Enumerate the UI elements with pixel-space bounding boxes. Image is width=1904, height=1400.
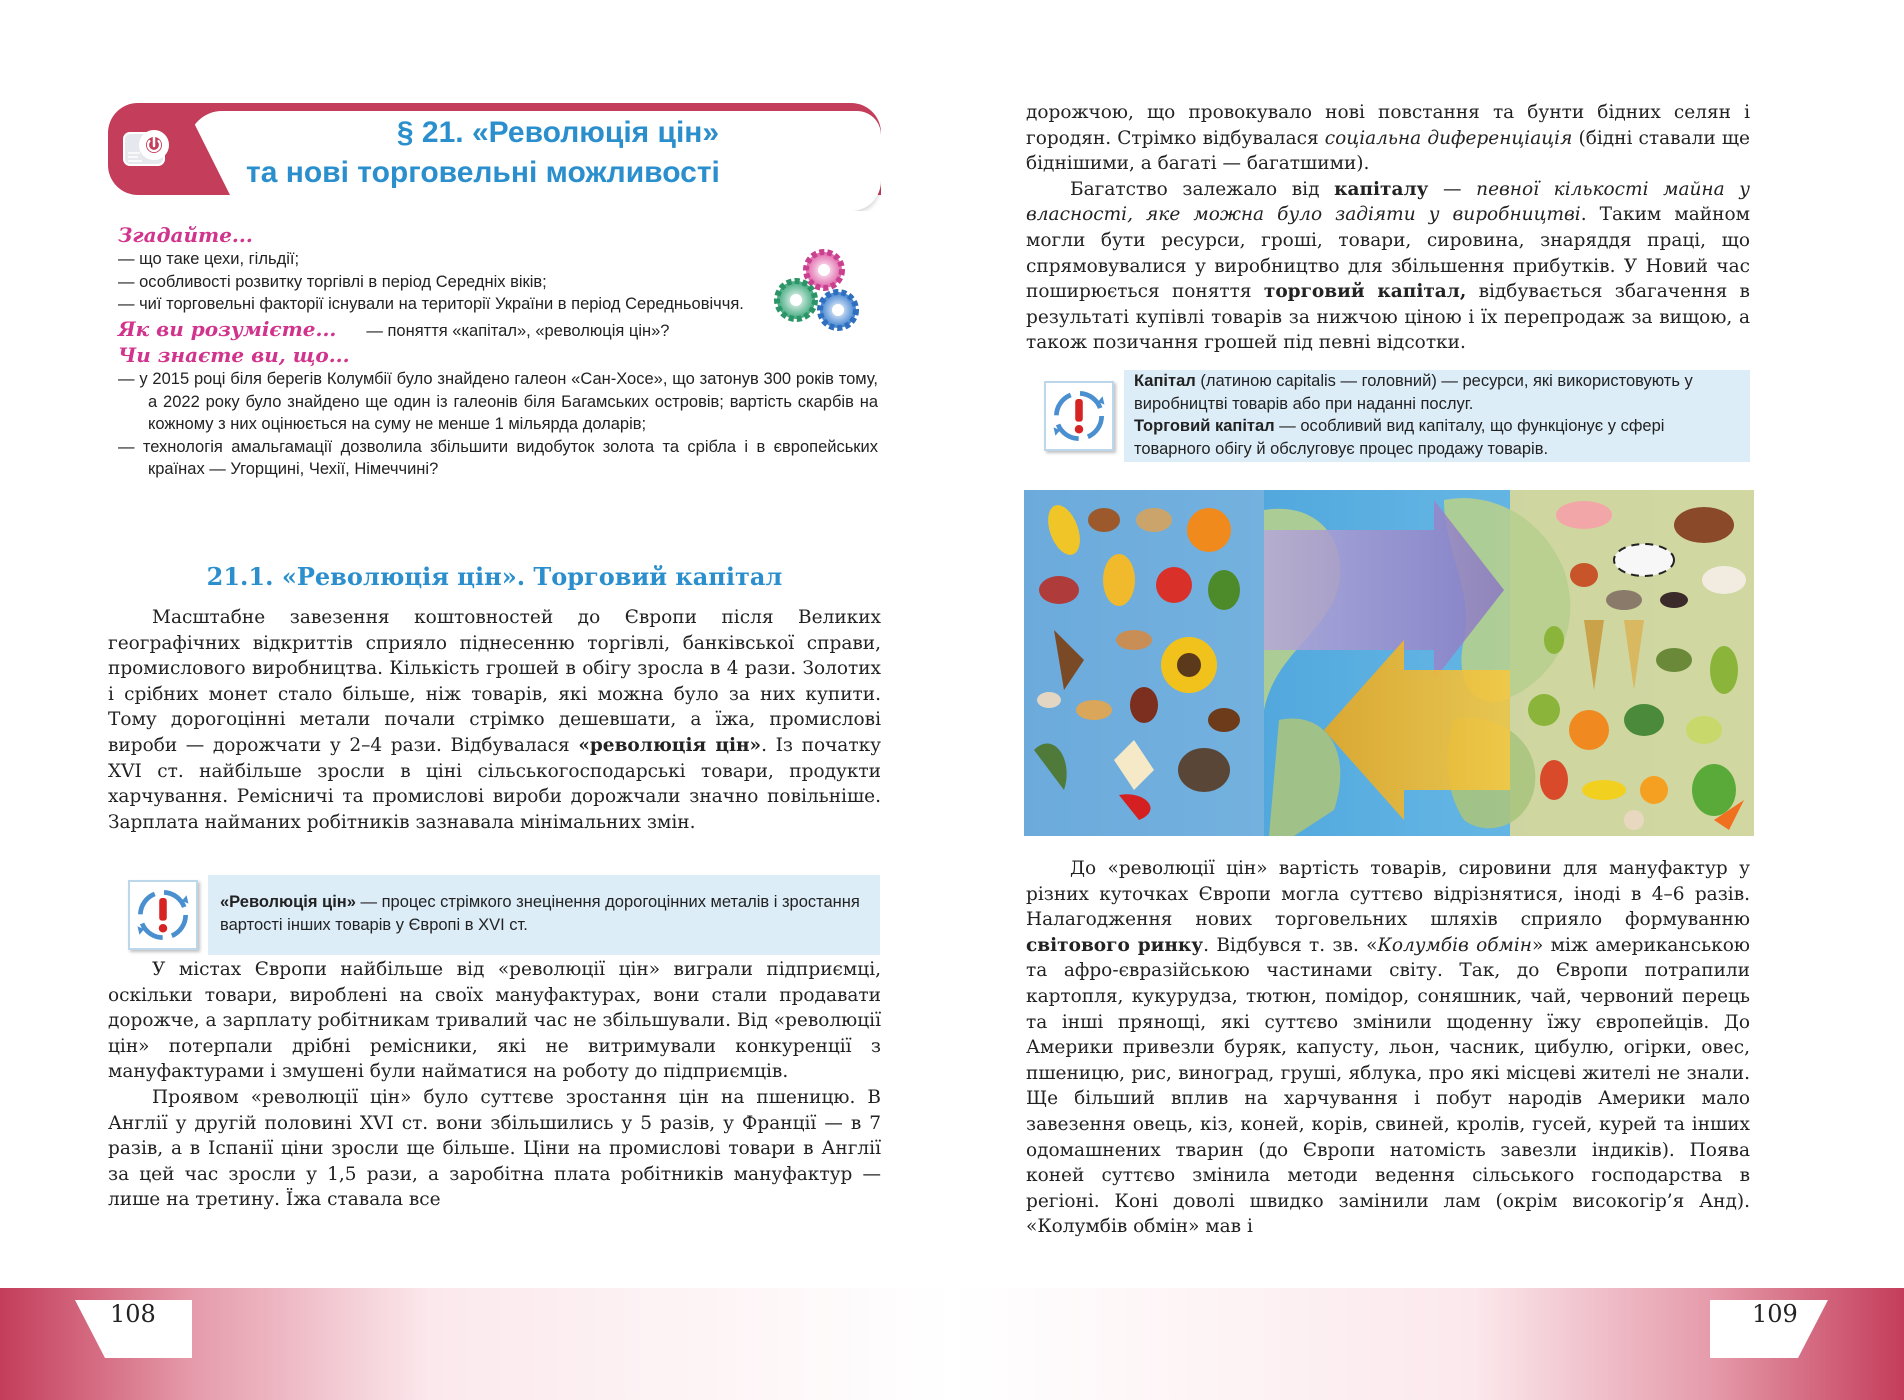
text-run: Масштабне завезення коштовностей до Європи після Великих географічних відкриттів сприяло піднесенню торгівлі, банківської справи, промислового виробництва. Кількість грошей в обігу зросла в 4 рази. Золотих і срібних монет стало більше, ніж товарів, які можна було за них купити. Тому дорогоцінні метали почали стрімко дешевшати, а їжа, промислові вироби — дорожчати у 2–4 рази. Відбувалася: [108, 607, 881, 756]
term-bold: «революція цін»: [578, 734, 762, 756]
definition-icon-wrap: [118, 875, 208, 955]
definition-body: — процес стрімкого знецінення дорогоцінних металів і зростання вартості інших товарів у Європі в XVI ст.: [220, 893, 860, 934]
page-number-left: 108: [110, 1300, 156, 1328]
right-body-text-1: [1026, 100, 1750, 356]
remember-item: — що таке цехи, гільдії;: [118, 250, 300, 268]
paragraph: [1026, 177, 1750, 356]
know-item: — у 2015 році біля берегів Колумбії було знайдено галеон «Сан-Хосе», що затонув 300 років тому, а 2022 року було знайдено ще один із галеонів біля Багамських островів; вартість скарбів на кожному з них оцінюється на суму не менше 1 мільярда доларів;: [118, 370, 878, 433]
term-italic: соціальна диференціація: [1324, 127, 1573, 149]
text-run: . Таким майном могли бути ресурси, гроші, товари, сировина, знаряддя праці, що спрямовувалися у виробництво для збільшення прибутків. У Новий час поширюється поняття: [1026, 204, 1750, 303]
definition-box-capital: [1034, 370, 1750, 462]
columbian-exchange-illustration: [1024, 490, 1754, 836]
recall-block: [118, 222, 878, 481]
know-heading: Чи знаєте ви, що...: [118, 343, 350, 367]
paragraph: У містах Європи найбільше від «революції цін» виграли підприємці, оскільки товари, вироблені на своїх мануфактурах, вони стали продавати дорожче, а зарплату робітникам тривалий час не збільшували. Від «революції цін» потерпали дрібні ремісники, які не витримували конкуренції з мануфактурами і змушені були найматися на роботу до підприємців.: [108, 959, 881, 1083]
definition-term: Торговий капітал: [1134, 417, 1275, 435]
definition-box-price-revolution: [118, 875, 880, 955]
section-heading: 21.1. «Революція цін». Торговий капітал: [206, 562, 783, 591]
understand-heading: Як ви розумієте...: [118, 316, 337, 341]
term-italic: Колумбів обмін: [1377, 934, 1532, 956]
page-number-right: 109: [1752, 1300, 1798, 1328]
chapter-title-banner: [108, 103, 881, 211]
colored-gears-icon: [772, 248, 868, 338]
definition-term: «Революція цін»: [220, 893, 356, 911]
right-body-text-2: [1026, 856, 1750, 1240]
remember-heading: Згадайте...: [118, 223, 253, 247]
chapter-title-line2: та нові торговельні можливості: [246, 156, 720, 189]
term-italic: певної кількості майна у власності, яке можна було задіяти у виробництві: [1026, 178, 1750, 226]
left-body-text-2: [108, 957, 881, 1213]
definition-capital: [1134, 370, 1740, 415]
remember-item: — чиї торговельні факторії існували на території України в період Середньовіччя.: [118, 295, 744, 313]
text-run: відбувається збагачення в результаті купівлі товарів за нижчою ціною і їх перепродаж за вищою, а також позичання грошей під певні відсотки.: [1026, 281, 1750, 354]
text-run: До «революції цін» вартість товарів, сировини для мануфактур у різних куточках Європи могла суттєво відрізнятися, іноді в 4–6 разів. Налагодження нових торговельних шляхів сприяло формуванню: [1026, 858, 1750, 931]
paragraph: Проявом «революції цін» було суттєве зростання цін на пшеницю. В Англії у другій половині XVI ст. вони збільшились у 5 разів, у Франції — в 7 разів, а в Іспанії ціни зросли ще більше. Ціни на промислові товари в Англії за цей час зросли у 1,5 рази, а заробітна плата робітників мануфактур — лише на третину. Їжа ставала все: [108, 1086, 881, 1211]
paragraph: [108, 605, 881, 835]
right-page: [952, 0, 1904, 1400]
paragraph: [1026, 856, 1750, 1240]
text-run: дорожчою, що провокувало нові повстання та бунти бідних селян і городян. Стрімко відбувалася: [1026, 102, 1750, 149]
exclamation-arrows-icon: [128, 880, 198, 950]
definition-text: [1124, 370, 1750, 462]
definition-body: — особливий вид капіталу, що функціонує у сфері товарного обігу й обслуговує процес продажу товарів.: [1134, 417, 1665, 458]
term-bold: торговий капітал,: [1263, 281, 1467, 303]
text-run: (бідні ставали ще біднішими, а багаті — багатшими).: [1026, 127, 1750, 175]
remember-item: — особливості розвитку торгівлі в період Середніх віків;: [118, 272, 547, 291]
definition-term: Капітал: [1134, 372, 1196, 390]
paragraph: [1026, 100, 1750, 177]
exclamation-arrows-icon: [1044, 381, 1114, 451]
chapter-title: [246, 113, 858, 193]
text-run: » між американською та афро-євразійською частинами світу. Так, до Європи потрапили картопля, кукурудза, тютюн, помідор, соняшник, чай, червоний перець та інші прянощі, які суттєво змінили щоденну їжу європейців. До Америки привезли буряк, капусту, льон, часник, цибулю, огірки, овес, пшеницю, рис, виноград, груші, яблука, про які місцеві жителі не знали. Ще більший вплив на харчування і побут народів Америки мало завезення овець, кіз, коней, корів, свиней, кролів, гусей, курей та інших одомашнених тварин (до Європи натомість завезли індиків). Поява коней суттєво змінила методи ведення сільського господарства в регіоні. Коні доволі швидко замінили лам (окрім високогір’я Анд). «Колумбів обмін» мав і: [1026, 934, 1750, 1238]
understand-text: — поняття «капітал», «революція цін»?: [366, 321, 670, 340]
text-run: —: [1428, 178, 1477, 200]
term-bold: світового ринку: [1026, 934, 1204, 956]
text-run: Багатство залежало від: [1070, 178, 1335, 200]
definition-trade-capital: [1134, 415, 1740, 460]
text-run: . Відбувся т. зв. «: [1203, 934, 1378, 956]
definition-icon-wrap: [1034, 370, 1124, 462]
text-run: . Із початку XVI ст. найбільше зросли в ціні сільськогосподарські товари, продукти харчування. Ремісничі та промислові вироби дорожчали значно повільніше. Зарплата найманих робітників зазнавала мінімальних змін.: [108, 734, 882, 833]
term-bold: капіталу: [1334, 178, 1429, 200]
chapter-title-line1: § 21. «Революція цін»: [396, 116, 720, 149]
definition-text: [208, 875, 880, 955]
definition-body: (латиною capitalis — головний) — ресурси, які використовують у виробництві товарів або при наданні послуг.: [1134, 372, 1693, 413]
understand-row: [118, 316, 878, 343]
power-gear-icon: [118, 123, 182, 177]
left-body-text-1: [108, 605, 881, 835]
know-item: — технологія амальгамації дозволила збільшити видобуток золота та срібла і в європейських країнах — Угорщині, Чехії, Німеччині?: [118, 437, 878, 478]
